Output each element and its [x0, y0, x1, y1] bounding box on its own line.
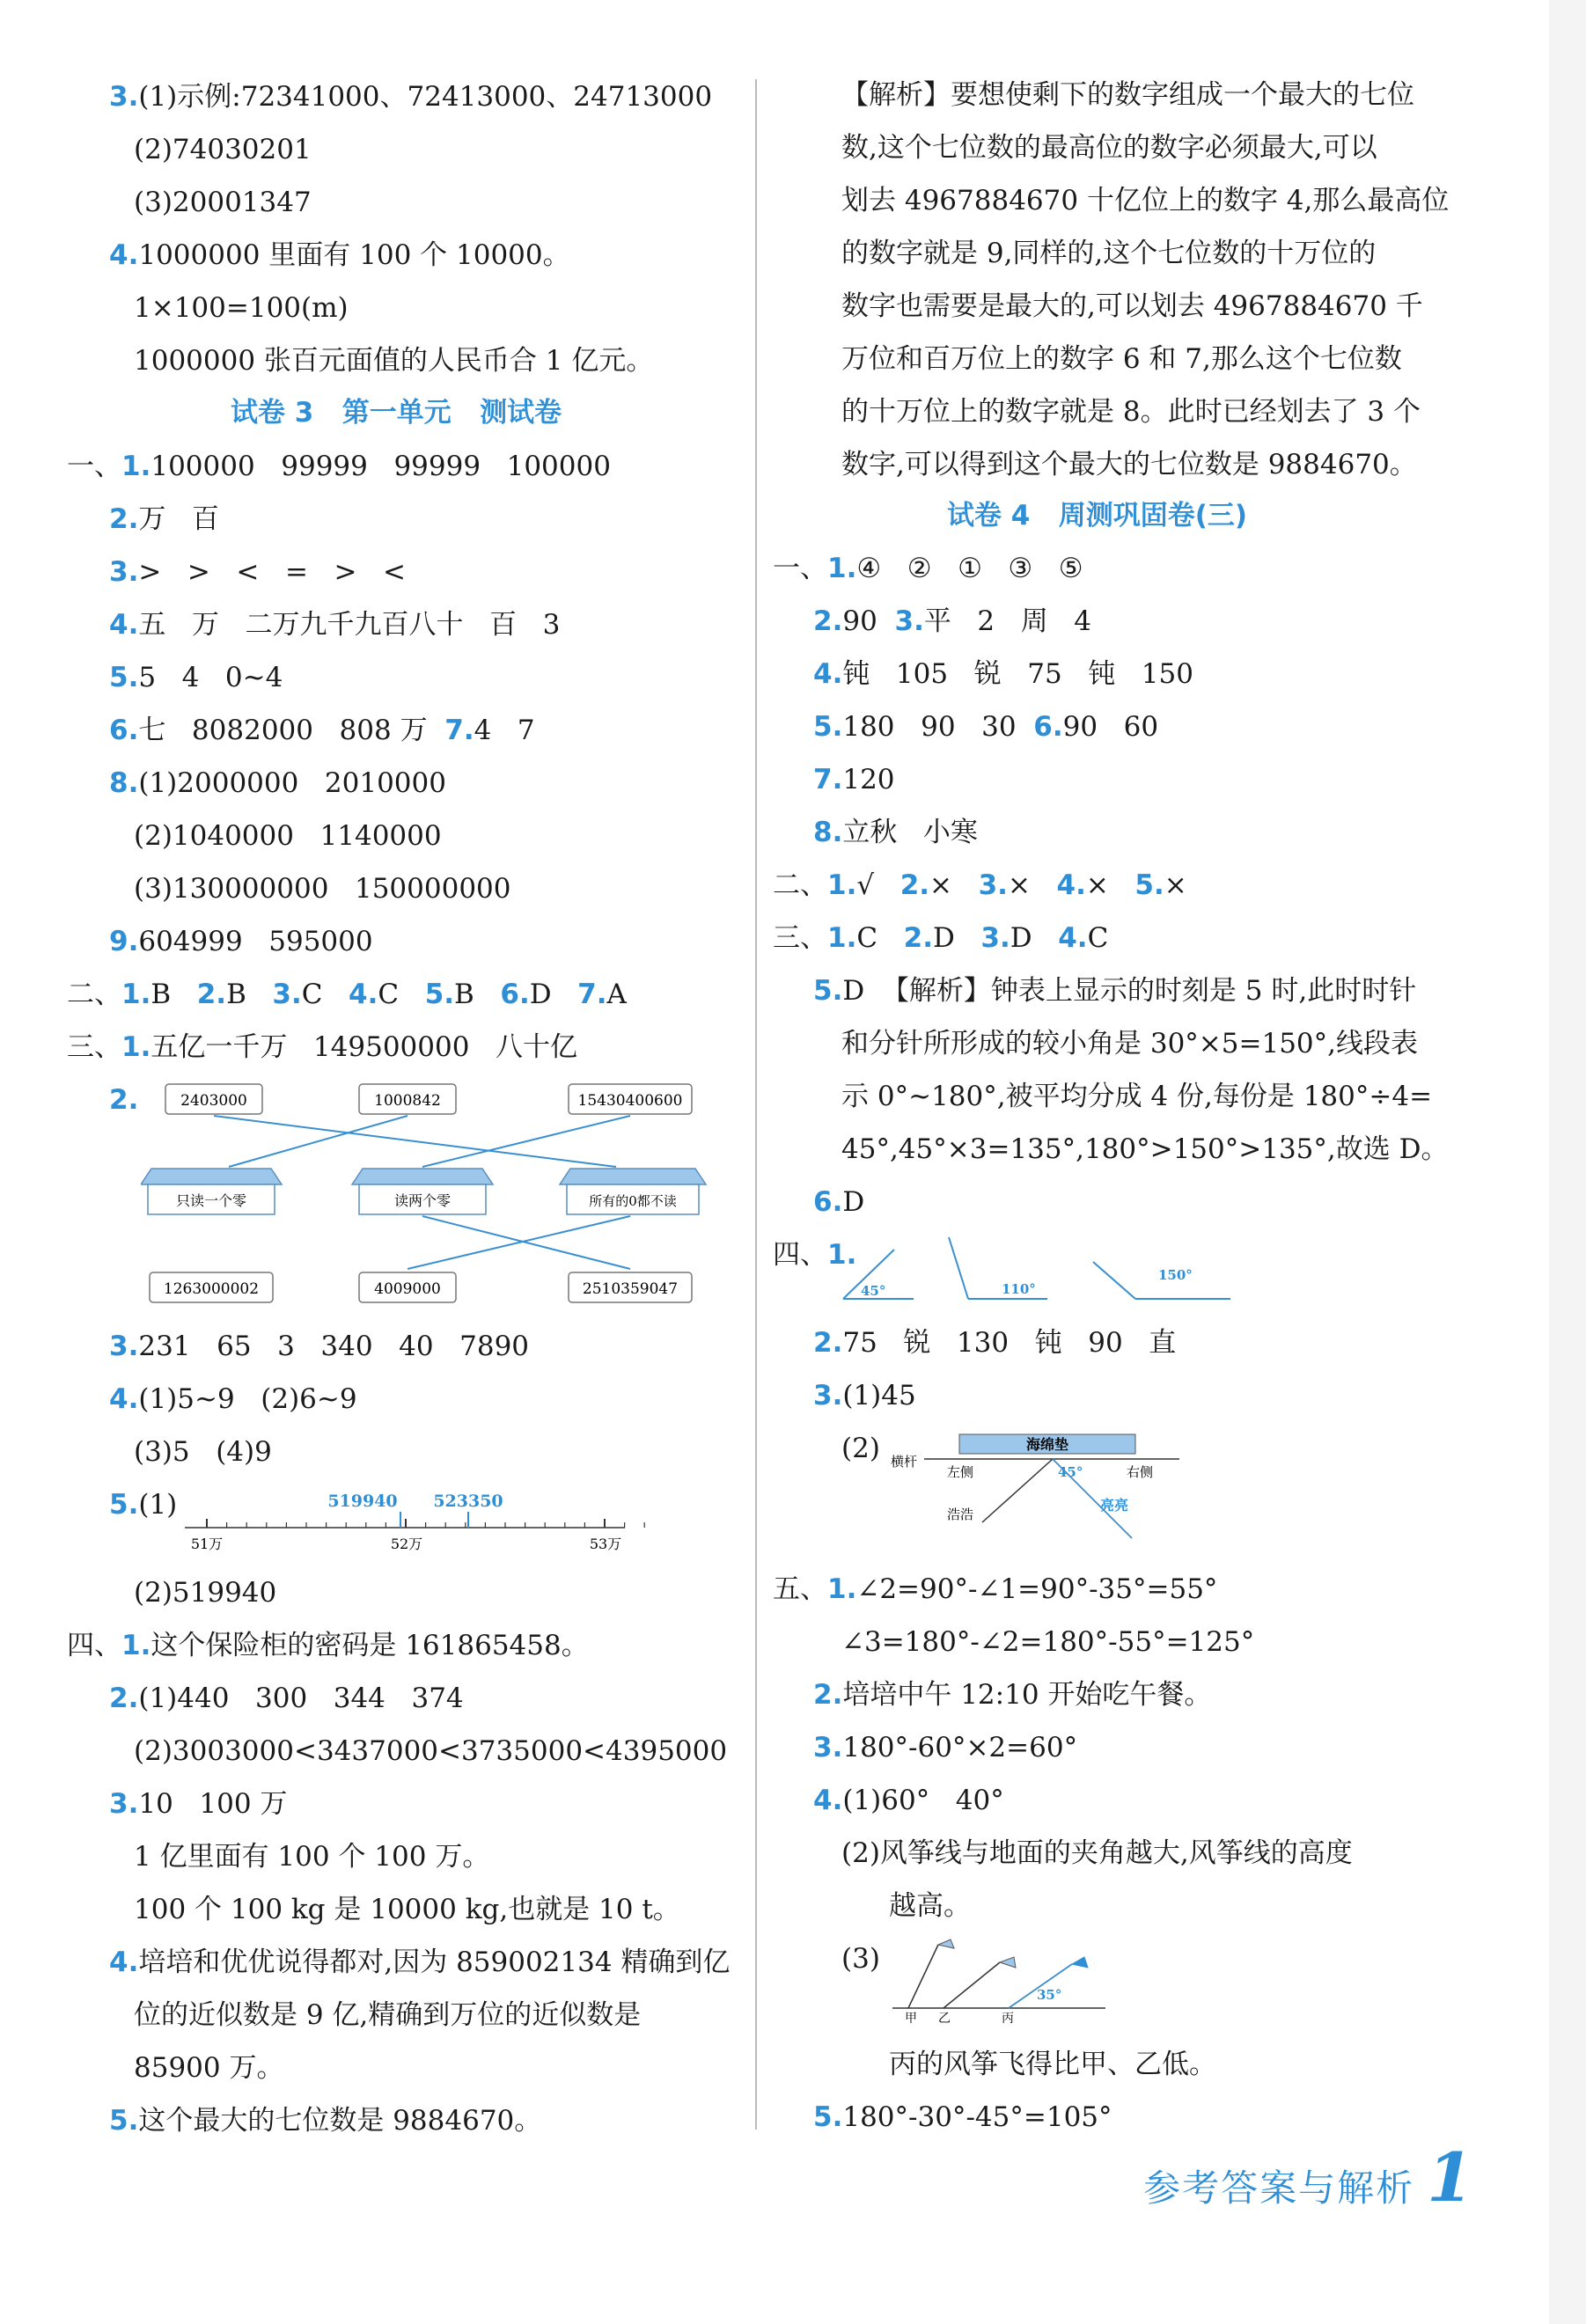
kite-icon	[1000, 1957, 1016, 1968]
answer-line: 4.钝 105 锐 75 钝 150	[813, 658, 1193, 690]
answer-line: 的十万位上的数字就是 8。此时已经划去了 3 个	[841, 396, 1421, 428]
answer-line: 1000000 张百元面值的人民币合 1 亿元。	[134, 345, 654, 377]
answer-line: 一、1.100000 99999 99999 100000	[67, 451, 611, 482]
tick-label: 52万	[390, 1536, 423, 1552]
answer-line: 3.231 65 3 340 40 7890	[109, 1331, 530, 1362]
svg-text:丙: 丙	[1002, 2012, 1014, 2024]
item-answer: C	[856, 922, 904, 954]
kite-string	[908, 1945, 938, 2008]
item-answer: B	[454, 979, 501, 1010]
answer-line: 3.10 100 万	[109, 1788, 288, 1820]
match-line	[229, 1116, 408, 1167]
item-number: 7.	[577, 979, 607, 1010]
item-number: 3.	[978, 869, 1008, 901]
svg-text:只读一个零: 只读一个零	[175, 1192, 247, 1209]
answer-line: 4.五 万 二万九千九百八十 百 3	[109, 609, 561, 641]
svg-text:所有的0都不读: 所有的0都不读	[589, 1193, 677, 1209]
item-answer: D	[1010, 922, 1059, 954]
svg-text:读两个零: 读两个零	[393, 1192, 452, 1209]
answer-line: 5.(1)	[109, 1489, 178, 1521]
answer-line: (3)20001347	[134, 187, 312, 218]
svg-text:2510359047: 2510359047	[582, 1280, 679, 1298]
answer-line: 2.(1)440 300 344 374	[109, 1683, 464, 1714]
section-heading: 试卷 4 周测巩固卷(三)	[947, 500, 1248, 532]
answer-line: 三、1.五亿一千万 149500000 八十亿	[67, 1031, 577, 1063]
answer-line: 3.> > < = > <	[109, 556, 407, 588]
answer-line: 的数字就是 9,同样的,这个七位数的十万位的	[841, 238, 1377, 269]
answer-line: (3)130000000 150000000	[134, 873, 511, 905]
answer-line: 4.1000000 里面有 100 个 10000。	[109, 239, 570, 271]
answer-line: 8.立秋 小寒	[813, 817, 978, 848]
answer-line: 2.	[109, 1084, 139, 1116]
answer-line: (2)519940	[134, 1577, 277, 1609]
answer-line: 4.(1)5~9 (2)6~9	[109, 1383, 357, 1415]
mark-label: 523350	[433, 1492, 503, 1511]
angle-110	[949, 1237, 1047, 1299]
answer-line: (2)3003000<3437000<3735000<4395000	[134, 1735, 728, 1767]
answer-line: ∠3=180°-∠2=180°-55°=125°	[841, 1626, 1255, 1658]
answer-line: 丙的风筝飞得比甲、乙低。	[889, 2049, 1216, 2080]
answer-line: 1×100=100(m)	[134, 292, 349, 324]
answer-line: 5.180 90 30 6.90 60	[813, 711, 1159, 743]
item-answer: C	[301, 979, 349, 1010]
item-answer: √	[856, 869, 900, 901]
svg-text:甲: 甲	[905, 2012, 917, 2024]
item-answer: ×	[1007, 869, 1057, 901]
kite-icon	[938, 1939, 954, 1948]
svg-text:35°: 35°	[1037, 1987, 1062, 2003]
section-heading: 试卷 3 第一单元 测试卷	[231, 397, 562, 429]
svg-text:横杆: 横杆	[891, 1454, 918, 1470]
item-answer: D	[933, 922, 981, 954]
bottom-card	[150, 1272, 273, 1302]
svg-text:浩浩: 浩浩	[947, 1507, 974, 1522]
item-number: 1.	[121, 979, 151, 1010]
angle-45	[843, 1250, 914, 1299]
answer-line: 4.(1)60° 40°	[813, 1785, 1004, 1816]
answer-line: 四、1.这个保险柜的密码是 161865458。	[67, 1630, 589, 1661]
answer-line: 3.(1)45	[813, 1380, 916, 1411]
answer-line: 二、1.B 2.B 3.C 4.C 5.B 6.D 7.A	[67, 979, 627, 1010]
answer-line: 2.90 3.平 2 周 4	[813, 605, 1092, 637]
item-answer: B	[226, 979, 273, 1010]
svg-text:2403000: 2403000	[180, 1092, 247, 1110]
answer-line: 划去 4967884670 十亿位上的数字 4,那么最高位	[841, 185, 1450, 216]
item-number: 2.	[899, 869, 930, 901]
answer-line: 5.5 4 0~4	[109, 662, 283, 693]
match-line	[214, 1116, 616, 1167]
item-number: 2.	[903, 922, 933, 954]
angle-drawings	[836, 1230, 1241, 1309]
answer-line: 三、1.C 2.D 3.D 4.C	[773, 922, 1109, 954]
item-answer: B	[151, 979, 197, 1010]
answer-line: 示 0°~180°,被平均分成 4 份,每份是 180°÷4=	[841, 1081, 1433, 1112]
mark-label: 519940	[327, 1492, 398, 1511]
item-answer: ×	[1085, 869, 1135, 901]
incoming-ray	[982, 1459, 1053, 1522]
house-card	[141, 1169, 282, 1214]
item-answer: C	[1087, 922, 1109, 954]
footer-title: 参考答案与解析	[1143, 2166, 1415, 2210]
svg-text:右侧: 右侧	[1127, 1464, 1154, 1480]
bottom-card	[359, 1272, 456, 1302]
answer-line: 3.(1)示例:72341000、72413000、24713000	[109, 81, 713, 113]
top-card	[569, 1084, 692, 1114]
page-number: 1	[1427, 2138, 1473, 2217]
answer-line: 6.七 8082000 808 万 7.4 7	[109, 715, 535, 746]
answer-line: 100 个 100 kg 是 10000 kg,也就是 10 t。	[134, 1894, 680, 1925]
answer-line: 数字,可以得到这个最大的七位数是 9884670。	[841, 449, 1417, 480]
item-number: 4.	[1058, 922, 1088, 954]
answer-line: 6.D	[813, 1186, 865, 1218]
item-answer: ×	[1164, 869, 1187, 901]
answer-line: 数字也需要是最大的,可以划去 4967884670 千	[841, 290, 1423, 322]
house-card	[560, 1169, 706, 1214]
answer-line: 4.培培和优优说得都对,因为 859002134 精确到亿	[109, 1946, 731, 1978]
kite-string	[944, 1962, 1000, 2008]
item-number: 4.	[1056, 869, 1086, 901]
item-number: 5.	[1134, 869, 1164, 901]
answer-line: 5.D 【解析】钟表上显示的时刻是 5 时,此时时针	[813, 975, 1417, 1007]
item-answer: ×	[929, 869, 979, 901]
answer-line: 一、1.④ ② ① ③ ⑤	[773, 553, 1083, 584]
answer-line: 二、1.√ 2.× 3.× 4.× 5.×	[773, 869, 1187, 901]
answer-line: 9.604999 595000	[109, 926, 373, 957]
svg-text:15430400600: 15430400600	[577, 1092, 683, 1110]
svg-text:1000842: 1000842	[374, 1092, 441, 1110]
item-number: 1.	[827, 869, 857, 901]
top-card	[359, 1084, 456, 1114]
svg-text:1263000002: 1263000002	[163, 1280, 260, 1298]
column-divider	[755, 79, 757, 2130]
tick-label: 51万	[190, 1536, 224, 1552]
item-answer: A	[606, 979, 627, 1010]
match-line	[422, 1116, 630, 1167]
item-number: 5.	[424, 979, 455, 1010]
answer-line: (2)1040000 1140000	[134, 820, 442, 852]
answer-line: 85900 万。	[134, 2052, 284, 2084]
matching-diagram	[141, 1081, 722, 1318]
answer-line: 越高。	[889, 1890, 971, 1922]
answer-line: 8.(1)2000000 2010000	[109, 767, 446, 799]
item-number: 2.	[196, 979, 227, 1010]
number-line	[176, 1485, 669, 1556]
answer-line: 数,这个七位数的最高位的数字必须最大,可以	[841, 132, 1377, 164]
answer-line: 【解析】要想使剩下的数字组成一个最大的七位	[841, 79, 1414, 111]
page-edge	[1549, 0, 1586, 2324]
answer-line: (3)5 (4)9	[134, 1436, 272, 1468]
answer-line: 3.180°-60°×2=60°	[813, 1732, 1078, 1763]
answer-line: (3)	[841, 1943, 880, 1975]
item-answer: C	[378, 979, 425, 1010]
answer-line: (2)74030201	[134, 134, 312, 165]
angle-150	[1093, 1262, 1230, 1299]
svg-text:4009000: 4009000	[374, 1280, 441, 1298]
answer-line: 2.万 百	[109, 503, 219, 535]
item-number: 1.	[827, 922, 857, 954]
tick-label: 53万	[589, 1536, 622, 1552]
page-footer	[1143, 2138, 1473, 2217]
svg-text:45°: 45°	[1058, 1464, 1083, 1480]
answer-line: 2.培培中午 12:10 开始吃午餐。	[813, 1679, 1212, 1711]
answer-line: 2.75 锐 130 钝 90 直	[813, 1327, 1177, 1359]
kite-diagram	[885, 1927, 1114, 2024]
item-number: 3.	[980, 922, 1010, 954]
svg-text:海绵垫: 海绵垫	[1025, 1436, 1069, 1453]
bottom-card	[569, 1272, 692, 1302]
item-number: 3.	[272, 979, 302, 1010]
answer-line: 和分针所形成的较小角是 30°×5=150°,线段表	[841, 1028, 1418, 1059]
house-card	[352, 1169, 493, 1214]
answer-line: 5.这个最大的七位数是 9884670。	[109, 2105, 542, 2137]
svg-text:45°: 45°	[861, 1283, 886, 1299]
svg-text:150°: 150°	[1158, 1267, 1193, 1283]
answer-line: 四、1.	[773, 1239, 857, 1271]
answer-line: 位的近似数是 9 亿,精确到万位的近似数是	[134, 1999, 642, 2031]
svg-text:左侧: 左侧	[947, 1464, 974, 1480]
answer-line: 5.180°-30°-45°=105°	[813, 2101, 1112, 2133]
answer-line: 万位和百万位上的数字 6 和 7,那么这个七位数	[841, 343, 1402, 375]
svg-text:乙: 乙	[938, 2012, 951, 2024]
item-answer: D	[529, 979, 578, 1010]
answer-line: (2)风筝线与地面的夹角越大,风筝线的高度	[841, 1837, 1353, 1869]
answer-line: (2)	[841, 1433, 880, 1464]
answer-line: 45°,45°×3=135°,180°>150°>135°,故选 D。	[841, 1133, 1449, 1165]
svg-text:110°: 110°	[1002, 1281, 1036, 1297]
svg-text:亮亮: 亮亮	[1100, 1497, 1129, 1514]
answer-line: 7.120	[813, 764, 895, 795]
sponge-pad-diagram	[889, 1427, 1188, 1551]
answer-line: 1 亿里面有 100 个 100 万。	[134, 1841, 490, 1873]
item-number: 4.	[349, 979, 378, 1010]
item-number: 6.	[500, 979, 530, 1010]
answer-line: 五、1.∠2=90°-∠1=90°-35°=55°	[773, 1573, 1218, 1605]
kite-icon	[1072, 1957, 1088, 1968]
top-card	[165, 1084, 262, 1114]
